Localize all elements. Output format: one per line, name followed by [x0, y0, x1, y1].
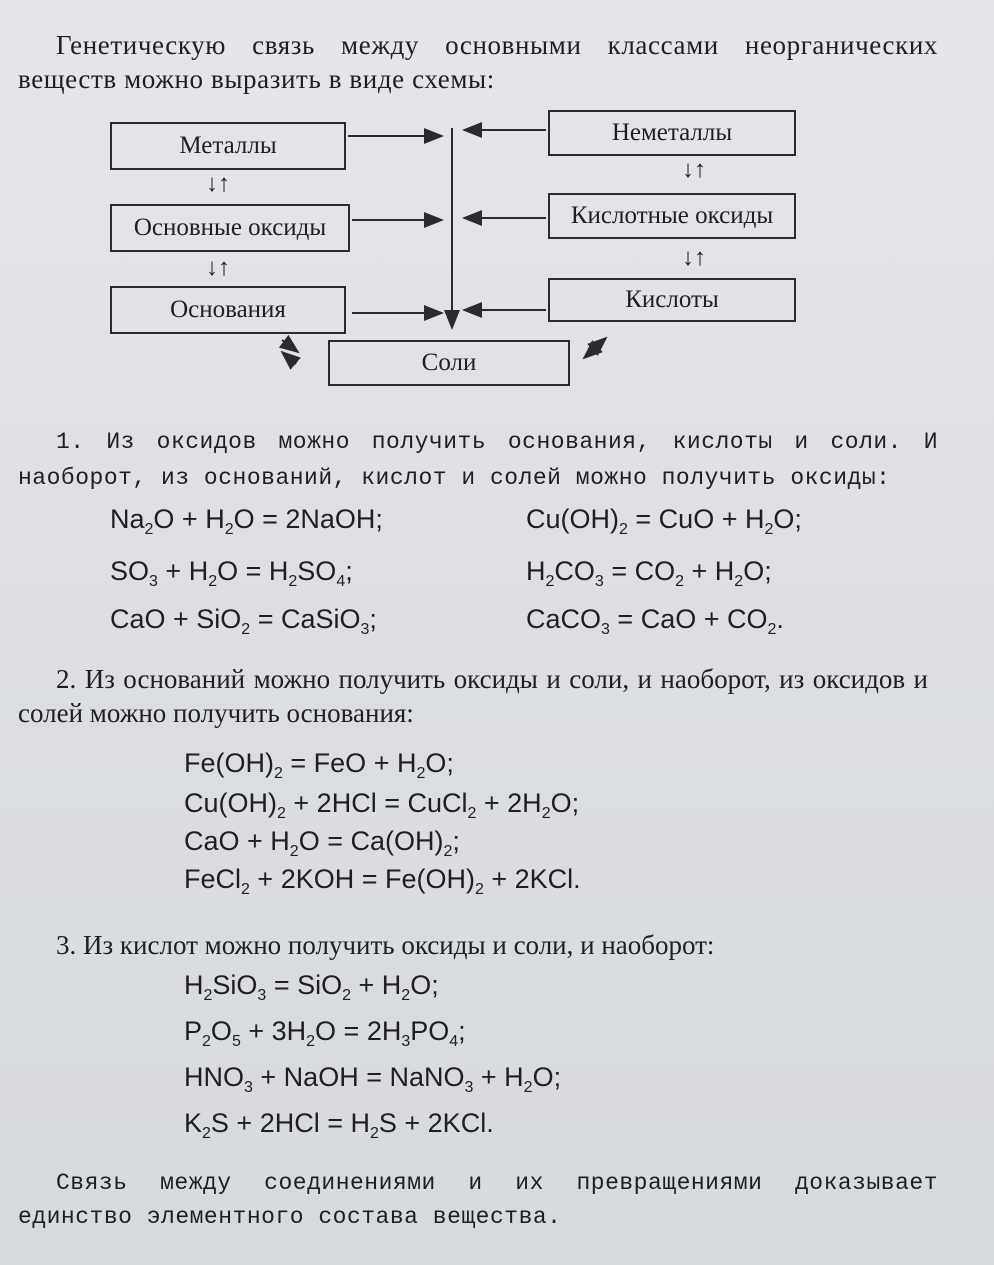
eq-s3-3: $HNO_3$ + NaOH = NaNO$_3$ + $H_2O$; — [184, 1062, 562, 1096]
eq-s1-l1: $Na_2O + H_2O$ = 2NaOH; — [110, 504, 383, 538]
eq-s2-4: FeCl$_2$ + $2KOH = Fe(OH)_2 + 2KCl$. — [184, 864, 581, 898]
eq-s1-r1: $Cu(OH)_2$ = CuO + $H_2O$; — [526, 504, 802, 538]
eq-s1-l3: CaO + SiO$_2$ = CaSiO$_3$; — [110, 604, 377, 638]
acids-salts-arrow-b — [584, 344, 600, 358]
acid-oxides-box: Кислотные оксиды — [548, 193, 796, 239]
bases-box: Основания — [110, 286, 346, 334]
eq-s1-r3: CaCO$_3$ = CaO + $CO_2$. — [526, 604, 784, 638]
eq-s3-4: $K_2S + 2HCl = H_2S + 2KCl$. — [184, 1108, 494, 1142]
metals-oxides-updown-arrow: ↓↑ — [206, 170, 230, 197]
eq-s2-2: $Cu(OH)_2 + 2HCl$ = CuCl$_2$ + $2H_2O$; — [184, 788, 580, 822]
eq-s3-1: $H_2SiO_3 = SiO_2 + H_2O$; — [184, 970, 439, 1004]
acids-box: Кислоты — [548, 278, 796, 322]
conclusion-paragraph: Связь между соединениями и их превращениями доказывает единство элементного состава вещества. — [18, 1170, 938, 1230]
oxides-bases-updown-arrow: ↓↑ — [206, 254, 230, 281]
salts-box: Соли — [328, 340, 570, 386]
acid-oxides-acids-updown-arrow: ↓↑ — [682, 244, 706, 271]
eq-s3-2: $P_2O_5 + 3H_2O = 2H_3PO_4$; — [184, 1016, 466, 1050]
eq-s1-r2: $H_2CO_3 = CO_2 + H_2O$; — [526, 556, 772, 590]
eq-s1-l2: $SO_3 + H_2O = H_2SO_4$; — [110, 556, 353, 590]
section3-text: 3. Из кислот можно получить оксиды и соли, и наоборот: — [56, 930, 715, 960]
basic-oxides-box: Основные оксиды — [110, 204, 350, 252]
bases-salts-arrow-a — [282, 340, 298, 352]
section2-text: 2. Из оснований можно получить оксиды и соли, и наоборот, из оксидов и солей можно получить основания: — [18, 664, 928, 728]
intro-paragraph: Генетическую связь между основными классами неорганических веществ можно выразить в виде схемы: — [18, 30, 938, 94]
section1-text: 1. Из оксидов можно получить основания, кислоты и соли. И наоборот, из оснований, кислот и солей можно получить оксиды: — [18, 429, 938, 491]
bases-salts-arrow-b — [282, 352, 296, 364]
nonmetals-box: Неметаллы — [548, 110, 796, 156]
nonmetals-acid-oxides-updown-arrow: ↓↑ — [682, 156, 706, 183]
eq-s2-1: $Fe(OH)_2$ = FeO + $H_2O$; — [184, 748, 454, 782]
eq-s2-3: CaO + $H_2O = Ca(OH)_2$; — [184, 826, 460, 860]
metals-box: Металлы — [110, 122, 346, 170]
